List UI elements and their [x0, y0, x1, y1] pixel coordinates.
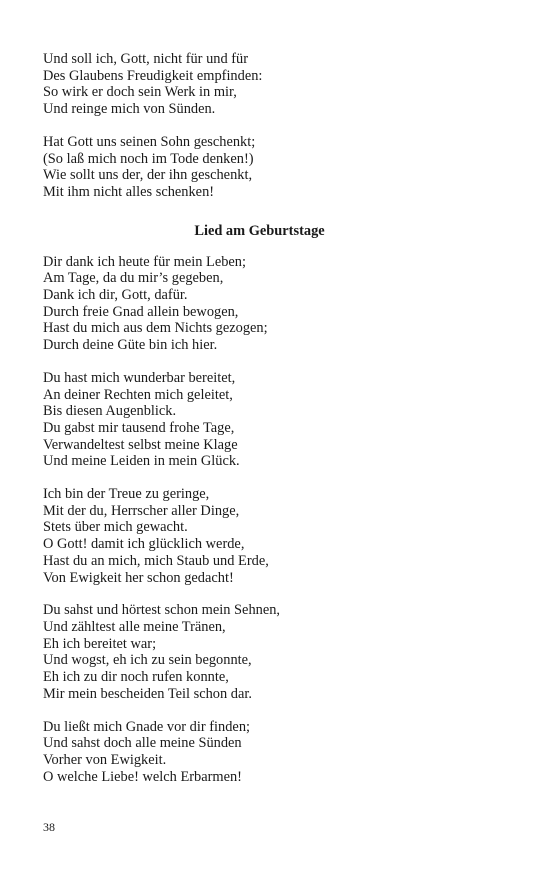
verse-line: Dir dank ich heute für mein Leben;: [43, 253, 246, 270]
verse-line: Und wogst, eh ich zu sein begonnte,: [43, 652, 252, 669]
verse-line: Des Glaubens Freudigkeit empfinden:: [43, 67, 263, 84]
stanza: [43, 486, 503, 586]
stanza: [43, 51, 503, 118]
poem-title: Lied am Geburtstage: [194, 222, 325, 239]
verse-line: Hast du mich aus dem Nichts gezogen;: [43, 320, 268, 337]
verse-line: Eh ich bereitet war;: [43, 635, 157, 652]
verse-line: Verwandeltest selbst meine Klage: [43, 436, 238, 453]
verse-line: Mit ihm nicht alles schenken!: [43, 183, 215, 200]
verse-line: So wirk er doch sein Werk in mir,: [43, 84, 237, 101]
verse-line: Du hast mich wunderbar bereitet,: [43, 369, 236, 386]
stanza: [43, 370, 503, 470]
verse-line: (So laß mich noch im Tode denken!): [43, 150, 254, 167]
verse-line: O welche Liebe! welch Erbarmen!: [43, 768, 242, 785]
page-body: [43, 51, 503, 801]
stanza: [43, 719, 503, 786]
verse-line: O Gott! damit ich glücklich werde,: [43, 536, 245, 553]
verse-line: Du gabst mir tausend frohe Tage,: [43, 419, 235, 436]
verse-line: Und meine Leiden in mein Glück.: [43, 453, 240, 470]
verse-line: Du sahst und hörtest schon mein Sehnen,: [43, 602, 281, 619]
poem-section-after: [43, 254, 503, 786]
verse-line: Dank ich dir, Gott, dafür.: [43, 287, 188, 304]
verse-line: Mit der du, Herrscher aller Dinge,: [43, 502, 240, 519]
verse-line: Und zähltest alle meine Tränen,: [43, 618, 226, 635]
verse-line: Stets über mich gewacht.: [43, 519, 188, 536]
verse-line: Bis diesen Augenblick.: [43, 403, 177, 420]
verse-line: Du ließt mich Gnade vor dir finden;: [43, 718, 251, 735]
verse-line: Wie sollt uns der, der ihn geschenkt,: [43, 167, 253, 184]
poem-section-before: [43, 51, 503, 201]
stanza: [43, 134, 503, 201]
verse-line: Mir mein bescheiden Teil schon dar.: [43, 685, 252, 702]
verse-line: An deiner Rechten mich geleitet,: [43, 386, 233, 403]
verse-line: Am Tage, da du mir’s gegeben,: [43, 270, 224, 287]
verse-line: Eh ich zu dir noch rufen konnte,: [43, 669, 229, 686]
verse-line: Hast du an mich, mich Staub und Erde,: [43, 552, 269, 569]
verse-line: Und reinge mich von Sünden.: [43, 101, 216, 118]
verse-line: Von Ewigkeit her schon gedacht!: [43, 569, 234, 586]
verse-line: Und sahst doch alle meine Sünden: [43, 735, 242, 752]
page-number: 38: [43, 820, 55, 834]
verse-line: Durch deine Güte bin ich hier.: [43, 337, 218, 354]
stanza: [43, 254, 503, 354]
verse-line: Und soll ich, Gott, nicht für und für: [43, 51, 249, 67]
verse-line: Durch freie Gnad allein bewogen,: [43, 303, 239, 320]
verse-line: Hat Gott uns seinen Sohn geschenkt;: [43, 133, 256, 150]
verse-line: Vorher von Ewigkeit.: [43, 751, 167, 768]
stanza: [43, 602, 503, 702]
verse-line: Ich bin der Treue zu geringe,: [43, 486, 210, 503]
